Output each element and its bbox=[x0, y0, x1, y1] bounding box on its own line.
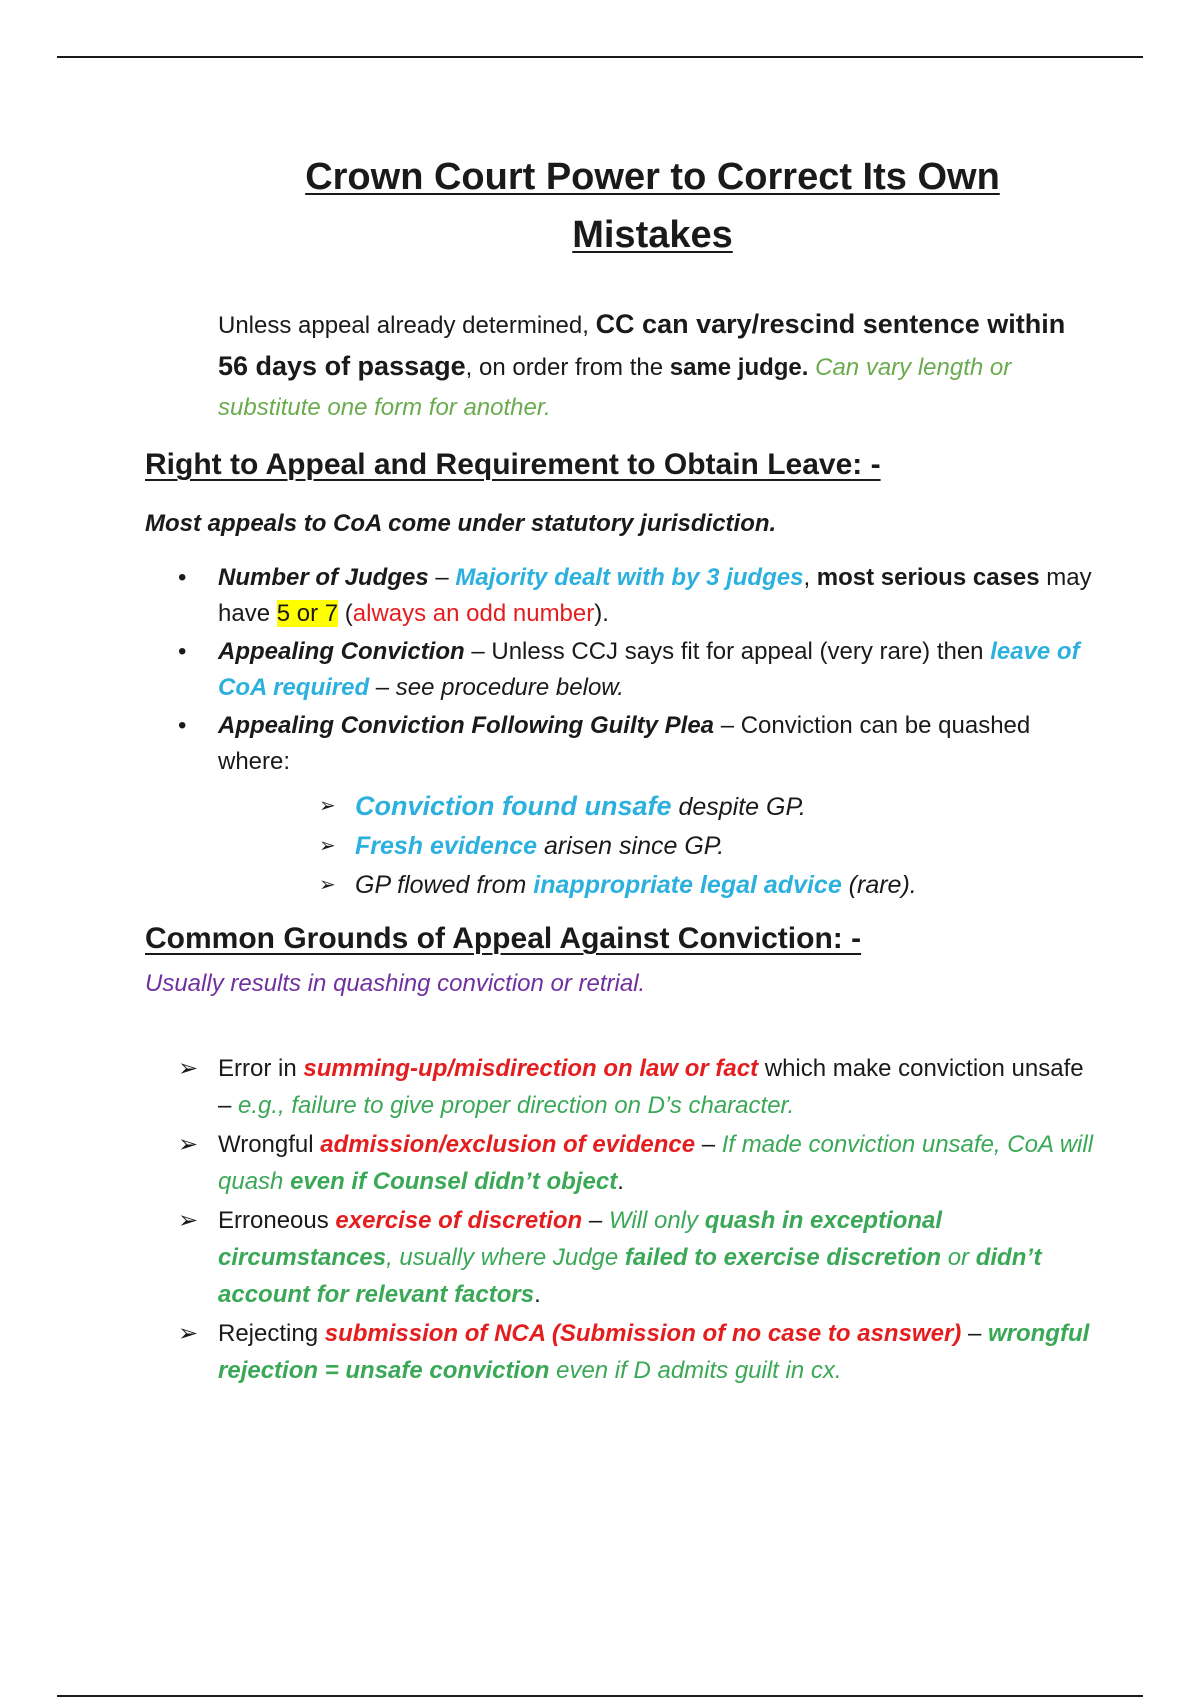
section-lead: Most appeals to CoA come under statutory jurisdiction. bbox=[145, 510, 777, 537]
item-blue: Majority dealt with by 3 judges bbox=[455, 564, 804, 591]
page-title: Crown Court Power to Correct Its Own Mistakes bbox=[305, 156, 1000, 256]
arrow-icon: ➢ bbox=[178, 1320, 199, 1347]
item-label: Number of Judges bbox=[218, 564, 429, 591]
list-item bbox=[319, 866, 1115, 905]
item-red: always an odd number bbox=[352, 600, 595, 627]
item-text: may have bbox=[218, 564, 1092, 627]
section-heading-appeal: Right to Appeal and Requirement to Obtain Leave: - bbox=[145, 448, 881, 481]
item-text: , bbox=[803, 564, 817, 591]
item-text: ). bbox=[594, 600, 609, 627]
item-text: – bbox=[582, 1207, 609, 1234]
item-green: Will only bbox=[608, 1207, 705, 1234]
item-text: Error in bbox=[218, 1055, 304, 1082]
item-green-bold: wrongful rejection = unsafe conviction bbox=[218, 1320, 1090, 1384]
item-red: admission/exclusion of evidence bbox=[320, 1131, 696, 1158]
item-green: If made conviction unsafe, CoA will quash bbox=[218, 1131, 1094, 1195]
item-text: . bbox=[534, 1281, 541, 1308]
item-italic: – see procedure below. bbox=[369, 674, 624, 701]
item-highlight: 5 or 7 bbox=[276, 600, 339, 627]
item-green-bold: even if Counsel didn’t object bbox=[290, 1168, 618, 1195]
guilty-plea-list bbox=[319, 787, 1115, 905]
item-green-bold: didn’t account for relevant factors bbox=[218, 1244, 1042, 1308]
list-item bbox=[178, 708, 1098, 780]
bottom-rule bbox=[57, 1695, 1143, 1697]
list-item bbox=[319, 827, 1115, 866]
arrow-icon: ➢ bbox=[319, 795, 336, 817]
item-text: – Unless CCJ says fit for appeal (very rare) then bbox=[464, 638, 991, 665]
item-text: . bbox=[617, 1168, 624, 1195]
item-green-bold: failed to exercise discretion bbox=[624, 1244, 942, 1271]
item-green: even if D admits guilt in cx. bbox=[549, 1357, 842, 1384]
item-italic: GP flowed from bbox=[355, 871, 534, 899]
list-item bbox=[178, 1315, 1098, 1389]
arrow-icon: ➢ bbox=[319, 835, 336, 857]
item-green: e.g., failure to give proper direction on D’s character. bbox=[238, 1092, 795, 1119]
top-rule bbox=[57, 56, 1143, 58]
item-bold: most serious cases bbox=[816, 564, 1040, 591]
list-item bbox=[178, 1050, 1098, 1124]
item-red: submission of NCA (Submission of no case to asnswer) bbox=[324, 1320, 962, 1347]
item-text: – bbox=[695, 1131, 722, 1158]
list-item bbox=[178, 634, 1098, 706]
intro-note: Can vary length or substitute one form for another. bbox=[218, 354, 1012, 421]
arrow-icon: ➢ bbox=[178, 1131, 199, 1158]
section-heading-grounds: Common Grounds of Appeal Against Conviction: - bbox=[145, 922, 862, 955]
item-green-bold: quash in exceptional circumstances bbox=[218, 1207, 943, 1271]
item-text: – Conviction can be quashed where: bbox=[218, 712, 1031, 775]
item-italic: arisen since GP. bbox=[537, 832, 725, 860]
item-red: exercise of discretion bbox=[335, 1207, 583, 1234]
intro-days: 56 days of passage bbox=[218, 351, 466, 381]
item-italic: despite GP. bbox=[671, 793, 806, 821]
item-text: Rejecting bbox=[218, 1320, 325, 1347]
bullet-icon: • bbox=[178, 564, 187, 591]
section-lead: Usually results in quashing conviction or retrial. bbox=[145, 970, 646, 997]
intro-bold: CC can vary/rescind sentence within bbox=[595, 309, 1066, 339]
item-label: Appealing Conviction Following Guilty Plea bbox=[218, 712, 715, 739]
item-label: Appealing Conviction bbox=[218, 638, 465, 665]
item-text: Wrongful bbox=[218, 1131, 321, 1158]
arrow-icon: ➢ bbox=[319, 874, 336, 896]
arrow-icon: ➢ bbox=[178, 1207, 199, 1234]
appeal-list bbox=[178, 560, 1098, 782]
item-green: , usually where Judge bbox=[386, 1244, 625, 1271]
item-blue: Fresh evidence bbox=[355, 832, 538, 860]
intro-text-2: , on order from the bbox=[465, 354, 670, 381]
item-green: or bbox=[941, 1244, 976, 1271]
arrow-icon: ➢ bbox=[178, 1055, 199, 1082]
item-text: Erroneous bbox=[218, 1207, 336, 1234]
item-dash: – bbox=[428, 564, 456, 591]
intro-same-judge: same judge. bbox=[669, 354, 809, 381]
item-text: – bbox=[961, 1320, 988, 1347]
item-text: ( bbox=[338, 600, 353, 627]
list-item bbox=[178, 1126, 1098, 1200]
list-item bbox=[178, 1202, 1098, 1313]
item-red: summing-up/misdirection on law or fact bbox=[303, 1055, 759, 1082]
grounds-list bbox=[178, 1050, 1098, 1389]
item-blue: leave of CoA required bbox=[218, 638, 1080, 701]
item-blue: inappropriate legal advice bbox=[533, 871, 842, 899]
bullet-icon: • bbox=[178, 712, 187, 739]
list-item bbox=[319, 787, 1115, 827]
item-italic: (rare). bbox=[841, 871, 917, 899]
bullet-icon: • bbox=[178, 638, 187, 665]
list-item bbox=[178, 560, 1098, 632]
item-blue: Conviction found unsafe bbox=[355, 791, 672, 821]
intro-paragraph bbox=[218, 304, 1078, 428]
item-text: which make conviction unsafe – bbox=[218, 1055, 1084, 1119]
intro-text: Unless appeal already determined, bbox=[218, 312, 596, 339]
